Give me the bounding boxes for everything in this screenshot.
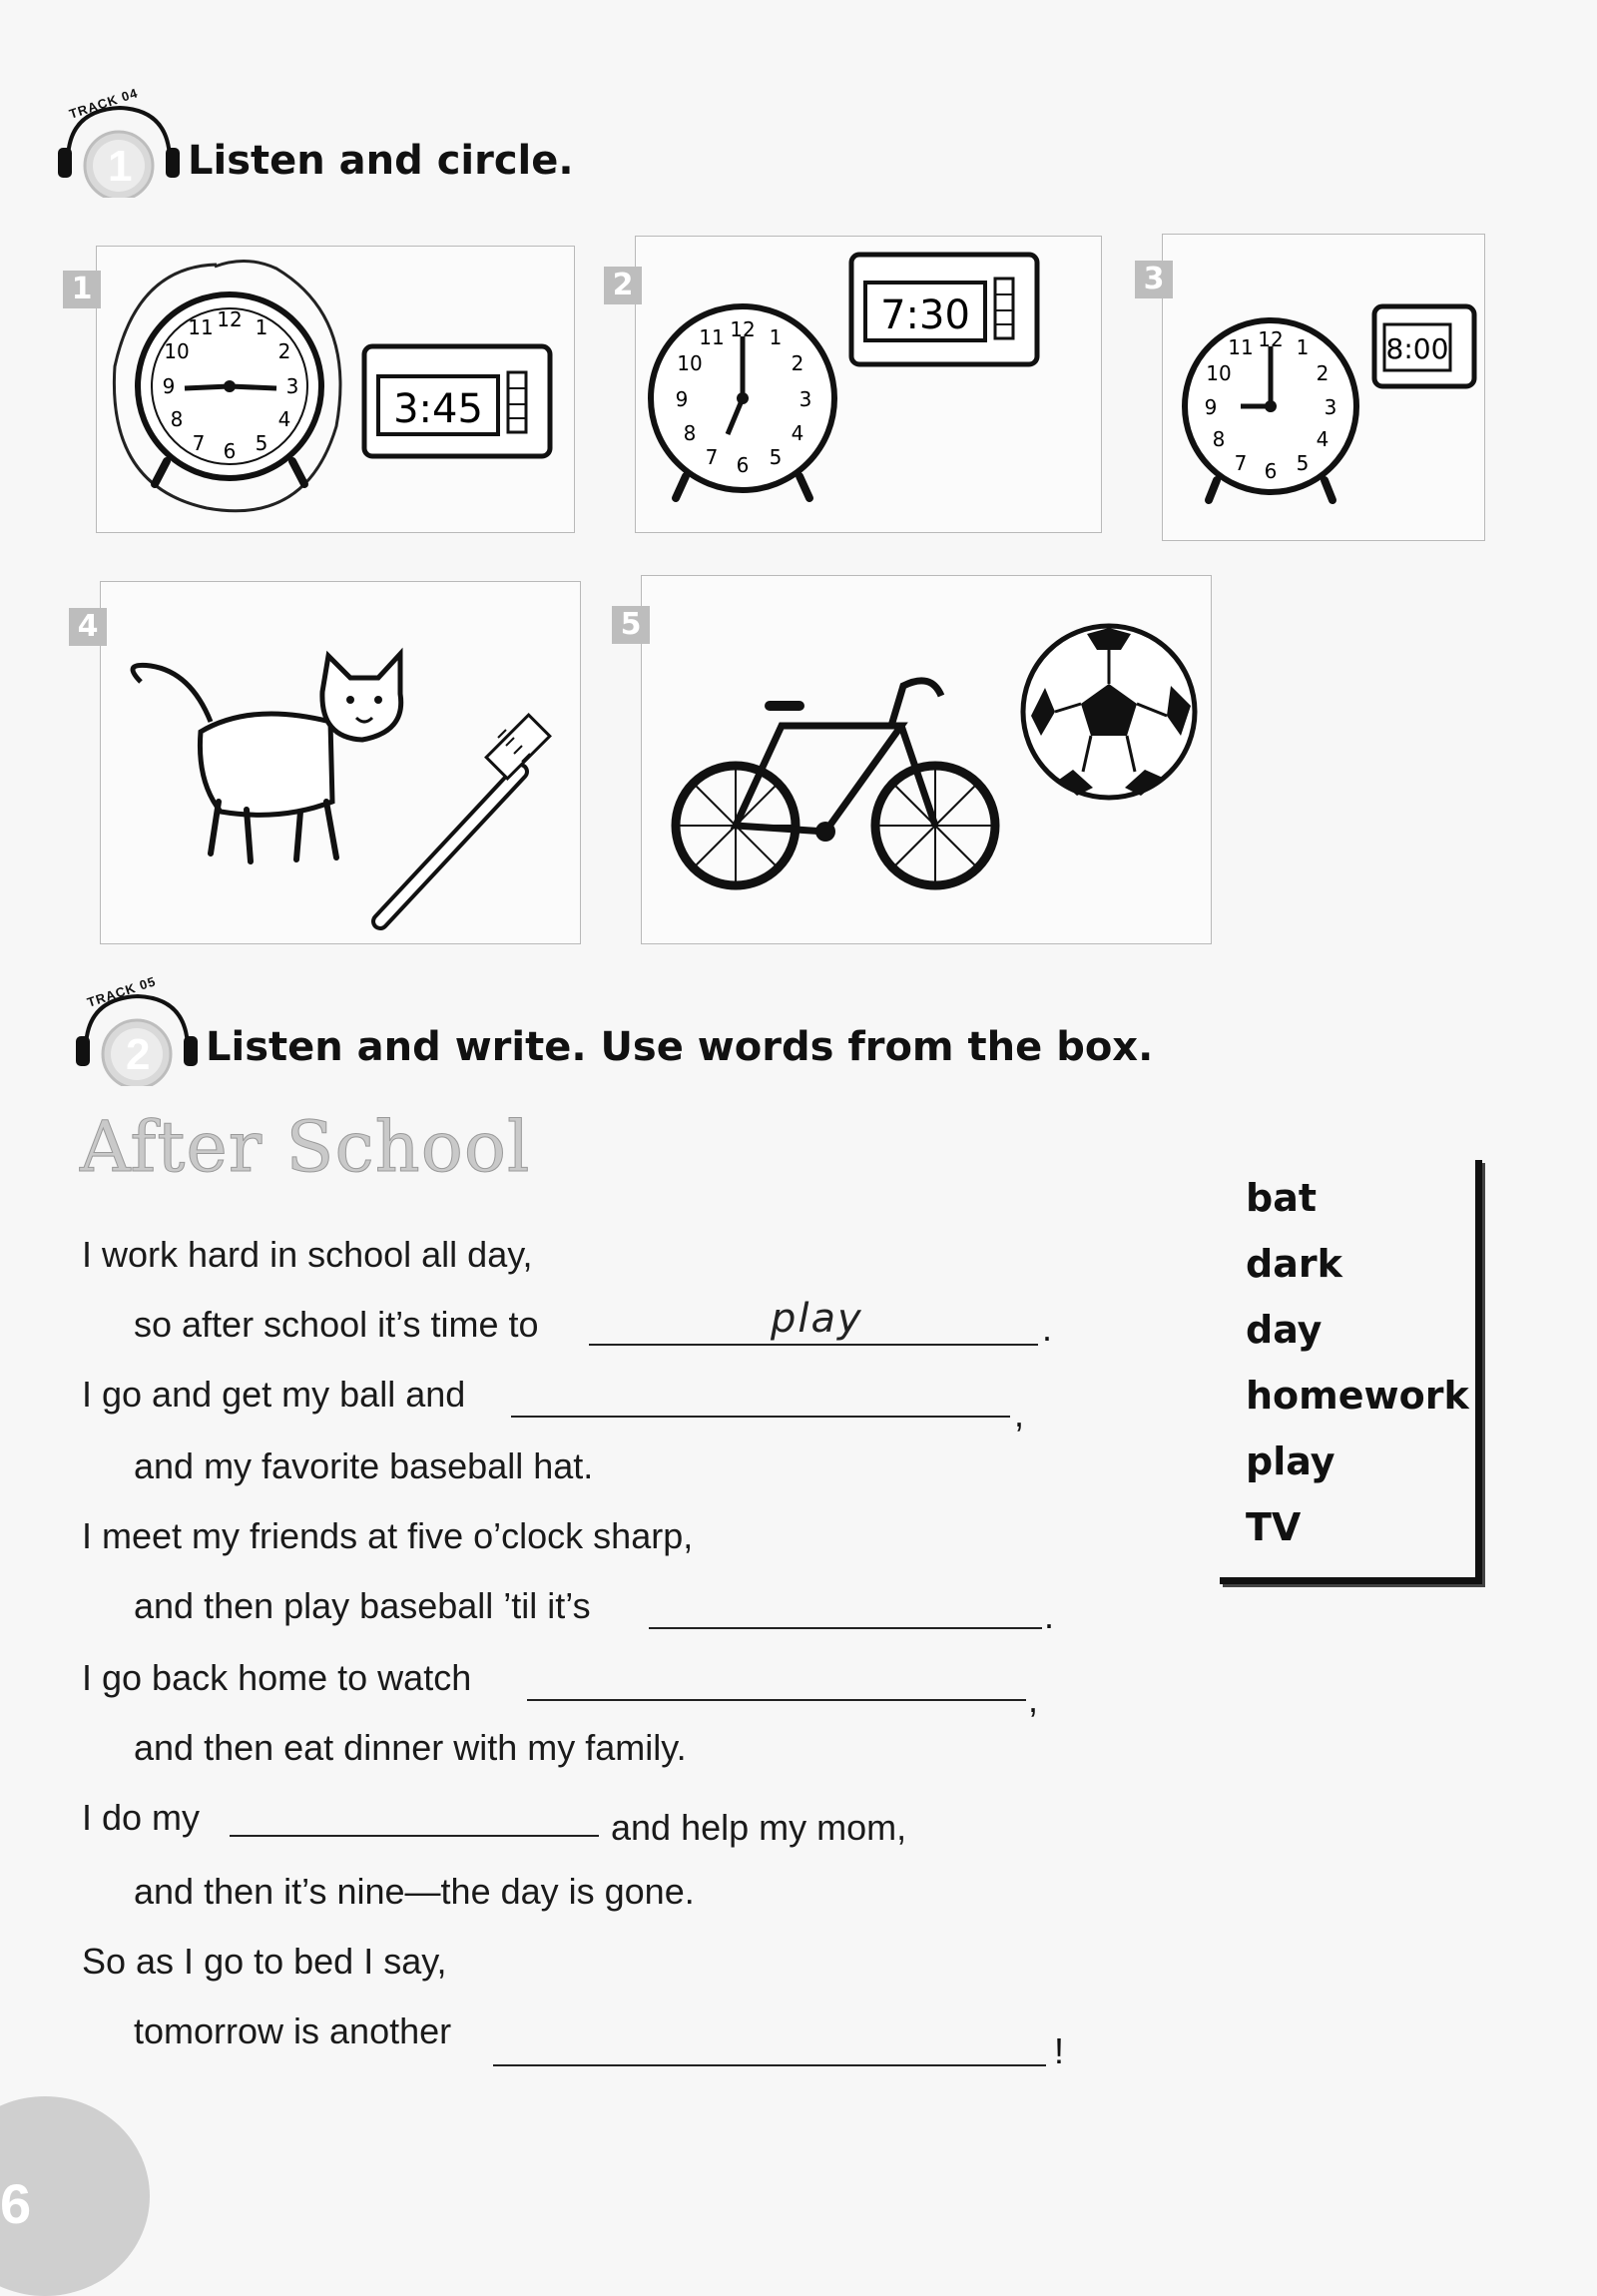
panel-number: 3 bbox=[1135, 261, 1173, 298]
clock-number: 11 bbox=[699, 325, 725, 349]
clock-number: 4 bbox=[791, 421, 804, 445]
digital-time: 7:30 bbox=[880, 292, 970, 338]
poem-line: I go back home to watch bbox=[82, 1657, 472, 1698]
panel-4 bbox=[77, 581, 581, 944]
panel-number: 4 bbox=[69, 608, 107, 646]
poem-line: I work hard in school all day, bbox=[82, 1234, 533, 1275]
poem-line: So as I go to bed I say, bbox=[82, 1941, 447, 1982]
poem-line: and my favorite baseball hat. bbox=[134, 1445, 594, 1486]
clock-number: 2 bbox=[277, 339, 291, 363]
word-box-item: day bbox=[1246, 1308, 1323, 1352]
poem-line: and then it’s nine—the day is gone. bbox=[134, 1871, 695, 1912]
word-box-item: bat bbox=[1246, 1176, 1318, 1220]
clock-number: 2 bbox=[791, 351, 804, 375]
word-box-item: play bbox=[1246, 1439, 1335, 1483]
track-label: TRACK 05 bbox=[85, 973, 159, 1010]
alarm-clock-icon bbox=[97, 247, 574, 532]
clock-number: 9 bbox=[1204, 395, 1218, 419]
poem-line: I meet my friends at five o’clock sharp, bbox=[82, 1515, 694, 1556]
clock-number: 4 bbox=[277, 407, 291, 431]
clock-number: 5 bbox=[1296, 451, 1310, 475]
clock-number: 12 bbox=[730, 317, 756, 341]
section-number: 1 bbox=[108, 142, 133, 191]
poem-line: and help my mom, bbox=[611, 1807, 907, 1848]
page-number: 6 bbox=[0, 2172, 32, 2235]
poem-line: and then play baseball ’til it’s bbox=[134, 1585, 591, 1626]
clock-number: 6 bbox=[223, 439, 237, 463]
clock-number: 1 bbox=[1296, 335, 1310, 359]
clock-number: 11 bbox=[188, 315, 214, 339]
clock-number: 8 bbox=[170, 407, 184, 431]
punctuation: . bbox=[1042, 1308, 1053, 1349]
clock-number: 2 bbox=[1316, 361, 1330, 385]
clock-number: 4 bbox=[1316, 427, 1330, 451]
panel-number: 2 bbox=[604, 267, 642, 304]
clock-number: 8 bbox=[1212, 427, 1226, 451]
poem-line: so after school it’s time to bbox=[134, 1304, 539, 1345]
answer-blank[interactable] bbox=[511, 1416, 1010, 1418]
clock-number: 5 bbox=[255, 431, 268, 455]
digital-time: 8:00 bbox=[1385, 332, 1449, 365]
track-label: TRACK 04 bbox=[67, 85, 141, 122]
panel-number: 1 bbox=[63, 271, 101, 308]
word-box-item: dark bbox=[1246, 1242, 1342, 1286]
clock-number: 10 bbox=[1206, 361, 1232, 385]
clock-number: 3 bbox=[285, 374, 299, 398]
poem-line: I go and get my ball and bbox=[82, 1374, 466, 1415]
word-box-item: TV bbox=[1246, 1505, 1302, 1549]
clock-number: 3 bbox=[1324, 395, 1337, 419]
poem-title: After School bbox=[80, 1106, 531, 1188]
clock-number: 9 bbox=[675, 387, 689, 411]
track-04-badge bbox=[50, 85, 190, 198]
word-box bbox=[1220, 1160, 1482, 1584]
section-number: 2 bbox=[126, 1030, 151, 1079]
clock-number: 12 bbox=[217, 307, 243, 331]
answer-blank[interactable] bbox=[493, 2064, 1046, 2066]
clock-number: 7 bbox=[1234, 451, 1248, 475]
panel-2 bbox=[612, 236, 1102, 533]
panel-number: 5 bbox=[612, 606, 650, 644]
panel-3 bbox=[1143, 234, 1485, 541]
answer-blank[interactable] bbox=[527, 1699, 1026, 1701]
punctuation: . bbox=[1044, 1595, 1055, 1636]
poem-line: I do my bbox=[82, 1797, 201, 1838]
poem-line: and then eat dinner with my family. bbox=[134, 1727, 687, 1768]
clock-number: 10 bbox=[164, 339, 190, 363]
clock-number: 1 bbox=[255, 315, 268, 339]
alarm-clock-icon bbox=[636, 237, 1101, 532]
clock-number: 10 bbox=[677, 351, 703, 375]
clock-number: 3 bbox=[798, 387, 812, 411]
alarm-clock-icon bbox=[1163, 235, 1484, 540]
digital-time: 3:45 bbox=[393, 386, 483, 432]
clock-number: 8 bbox=[683, 421, 697, 445]
clock-number: 6 bbox=[1264, 459, 1278, 483]
clock-number: 6 bbox=[736, 453, 750, 477]
clock-number: 12 bbox=[1258, 327, 1284, 351]
punctuation: , bbox=[1028, 1679, 1039, 1720]
clock-number: 1 bbox=[769, 325, 783, 349]
soccer-ball-icon bbox=[642, 576, 1211, 943]
panel-5 bbox=[620, 575, 1212, 944]
answer-blank[interactable] bbox=[649, 1627, 1042, 1629]
answer-blank[interactable] bbox=[230, 1835, 599, 1837]
handwritten-answer: play bbox=[771, 1296, 863, 1342]
section-1-title: Listen and circle. bbox=[188, 138, 574, 184]
clock-number: 7 bbox=[705, 445, 719, 469]
panel-1 bbox=[71, 246, 575, 533]
answer-blank[interactable] bbox=[589, 1344, 1038, 1346]
clock-number: 11 bbox=[1228, 335, 1254, 359]
clock-number: 7 bbox=[192, 431, 206, 455]
punctuation: ! bbox=[1054, 2030, 1065, 2071]
poem-line: tomorrow is another bbox=[134, 2010, 452, 2051]
clock-number: 5 bbox=[769, 445, 783, 469]
punctuation: , bbox=[1014, 1394, 1025, 1435]
section-2-title: Listen and write. Use words from the box. bbox=[206, 1024, 1154, 1070]
track-05-badge bbox=[68, 973, 208, 1086]
word-box-item: homework bbox=[1246, 1374, 1469, 1418]
toothbrush-icon bbox=[101, 582, 580, 943]
clock-number: 9 bbox=[162, 374, 176, 398]
